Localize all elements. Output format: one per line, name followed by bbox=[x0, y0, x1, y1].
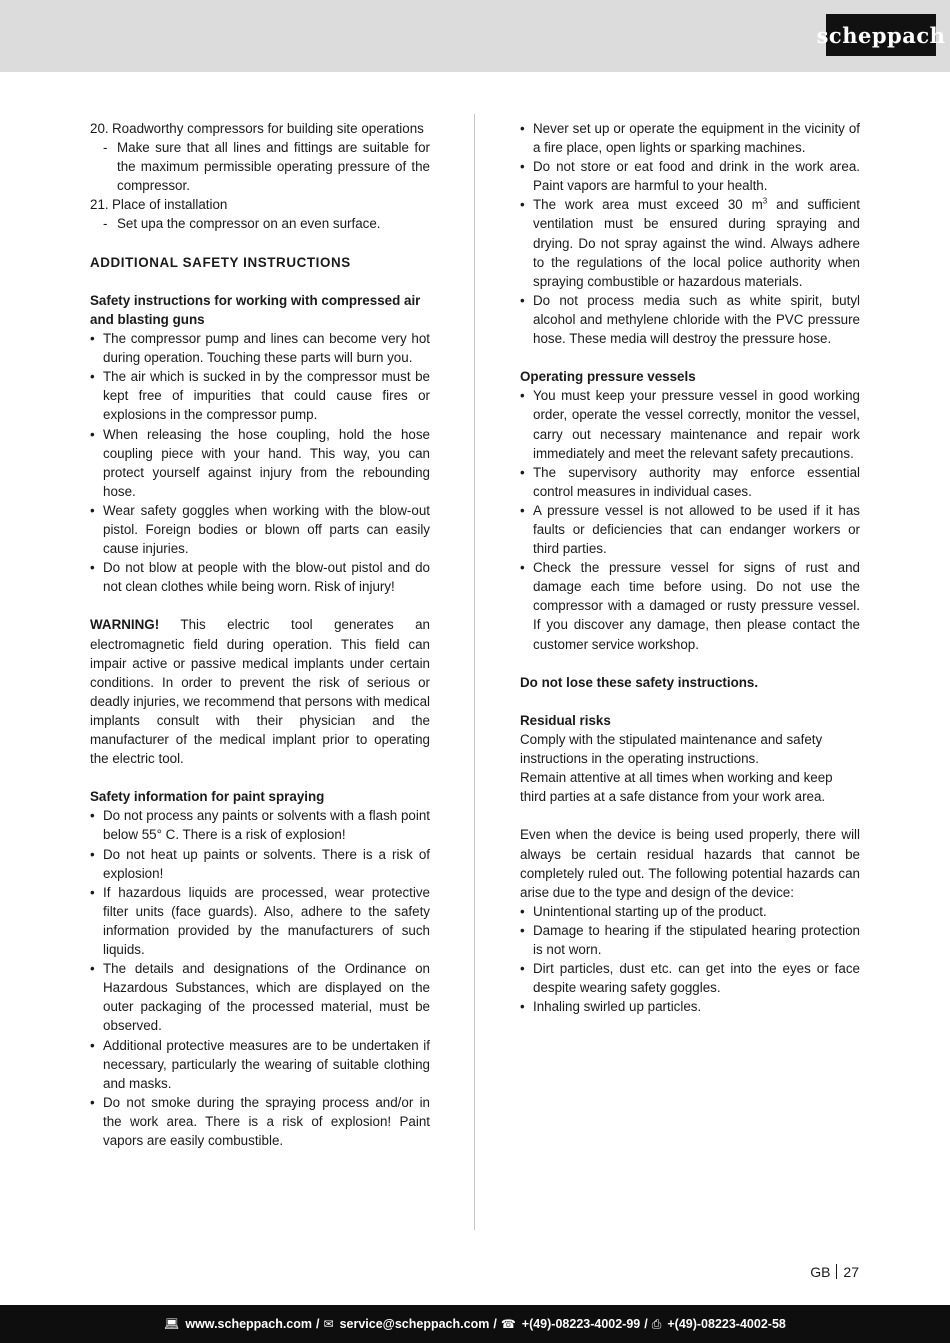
phone-number[interactable]: +(49)-08223-4002-99 bbox=[521, 1317, 641, 1331]
list-item: • You must keep your pressure vessel in good working order, operate the vessel correctly, monitor the vessel, carry out necessary maintenance and repair work immediately and meet the relevant safety precautions. bbox=[520, 386, 860, 462]
residual-paragraph: Even when the device is being used properly, there will always be certain residual hazards that cannot be completely ruled out. The following potential hazards can arise due to the type and design of the device: bbox=[520, 827, 860, 900]
item-text: and sufficient ventilation must be ensured during spraying and drying. Do not spray against the wind. Always adhere to the regulations of the local police authority when spraying combustible or hazardous materials. bbox=[533, 197, 860, 289]
keep-instructions-notice: Do not lose these safety instructions. bbox=[520, 674, 759, 690]
heading-compressed-air: Safety instructions for working with compressed air and blasting guns bbox=[90, 292, 421, 327]
list-item-21 bbox=[90, 195, 430, 214]
item-number: 20. bbox=[90, 121, 109, 136]
footer-separator: / bbox=[644, 1317, 648, 1331]
residual-hazards-list bbox=[520, 902, 860, 1017]
phone-icon: ☎ bbox=[500, 1317, 516, 1331]
sub-item: - Make sure that all lines and fittings are suitable for the maximum permissible operating pressure of the compressor. bbox=[90, 138, 430, 195]
warning-text: This electric tool generates an electromagnetic field during operation. This field can impair active or passive medical implants under certain conditions. In order to prevent the risk of serious or deadly injuries, we recommend that persons with medical implants consult with their physician and the manufacturer of the medical implant prior to operating the electric tool. bbox=[90, 617, 430, 767]
residual-paragraph: Remain attentive at all times when working and keep third parties at a safe distance from your work area. bbox=[520, 770, 833, 805]
list-item: • The compressor pump and lines can become very hot during operation. Touching these parts will burn you. bbox=[90, 329, 430, 367]
page-index: 27 bbox=[843, 1264, 859, 1280]
scheppach-logo: scheppach bbox=[826, 14, 936, 56]
residual-paragraph: Comply with the stipulated maintenance and safety instructions in the operating instructions. bbox=[520, 732, 823, 767]
footer-bar bbox=[0, 1305, 950, 1343]
list-item: • Do not process media such as white spirit, butyl alcohol and methylene chloride with the PVC pressure hose. These media will destroy the pressure hose. bbox=[520, 291, 860, 348]
list-item: • Wear safety goggles when working with the blow-out pistol. Foreign bodies or blown off parts can easily cause injuries. bbox=[90, 501, 430, 558]
right-column bbox=[520, 119, 860, 1016]
sub-item: - Set upa the compressor on an even surface. bbox=[90, 214, 430, 233]
list-item: • Additional protective measures are to be undertaken if necessary, particularly the wearing of suitable clothing and masks. bbox=[90, 1036, 430, 1093]
page-number bbox=[810, 1264, 859, 1280]
heading-pressure-vessels: Operating pressure vessels bbox=[520, 369, 696, 385]
list-item: • Never set up or operate the equipment in the vicinity of a fire place, open lights or sparking machines. bbox=[520, 119, 860, 157]
paint-spraying-list bbox=[90, 806, 430, 1150]
list-item-20 bbox=[90, 119, 430, 138]
website-link[interactable]: www.scheppach.com bbox=[185, 1317, 313, 1331]
page-separator bbox=[836, 1264, 837, 1279]
language-code: GB bbox=[810, 1264, 831, 1280]
item-text: The work area must exceed 30 m bbox=[533, 197, 763, 213]
list-item: • If hazardous liquids are processed, wear protective filter units (face guards). Also, adhere to the safety information provided by the manufacturers of such liquids. bbox=[90, 883, 430, 959]
list-item: • Damage to hearing if the stipulated hearing protection is not worn. bbox=[520, 921, 860, 959]
spraying-precautions-list bbox=[520, 119, 860, 348]
item-text: Roadworthy compressors for building site operations bbox=[112, 121, 424, 136]
heading-paint-spraying: Safety information for paint spraying bbox=[90, 789, 325, 805]
list-item: • Unintentional starting up of the product. bbox=[520, 902, 860, 921]
list-item: • Inhaling swirled up particles. bbox=[520, 997, 860, 1016]
fax-icon: ⎙ bbox=[651, 1316, 662, 1331]
list-item: • The details and designations of the Ordinance on Hazardous Substances, which are displayed on the outer packaging of the processed material, must be observed. bbox=[90, 959, 430, 1035]
list-item bbox=[520, 195, 860, 290]
list-item: • A pressure vessel is not allowed to be used if it has faults or deficiencies that can endanger workers or third parties. bbox=[520, 501, 860, 558]
column-divider bbox=[474, 114, 475, 1230]
list-item: • Check the pressure vessel for signs of rust and damage each time before using. Do not use the compressor with a damaged or rusty pressure vessel. If you discover any damage, then please contact the customer service workshop. bbox=[520, 558, 860, 653]
pressure-vessels-list bbox=[520, 386, 860, 653]
list-item: • The air which is sucked in by the compressor must be kept free of impurities that could cause fires or explosions in the compressor pump. bbox=[90, 367, 430, 424]
list-item: • When releasing the hose coupling, hold the hose coupling piece with your hand. This way, you can protect yourself against injury from the rebounding hose. bbox=[90, 425, 430, 501]
list-item: • Do not blow at people with the blow-out pistol and do not clean clothes while being worn. Risk of injury! bbox=[90, 558, 430, 596]
item-number: 21. bbox=[90, 197, 109, 213]
header-band bbox=[0, 0, 950, 72]
computer-icon: 💻︎ bbox=[164, 1317, 180, 1331]
heading-residual-risks: Residual risks bbox=[520, 712, 611, 728]
list-item: • Do not smoke during the spraying process and/or in the work area. There is a risk of explosion! Paint vapors are easily combustible. bbox=[90, 1093, 430, 1150]
list-item: • Dirt particles, dust etc. can get into the eyes or face despite wearing safety goggles. bbox=[520, 959, 860, 997]
list-item: • Do not process any paints or solvents with a flash point below 55° C. There is a risk of explosion! bbox=[90, 806, 430, 844]
footer-separator: / bbox=[316, 1317, 320, 1331]
warning-paragraph bbox=[90, 615, 430, 768]
left-column bbox=[90, 119, 430, 1150]
list-item: • Do not heat up paints or solvents. There is a risk of explosion! bbox=[90, 845, 430, 883]
warning-label: WARNING! bbox=[90, 617, 160, 633]
footer-separator: / bbox=[493, 1317, 497, 1331]
fax-number: +(49)-08223-4002-58 bbox=[667, 1317, 786, 1331]
email-link[interactable]: service@scheppach.com bbox=[339, 1317, 490, 1331]
email-icon: ✉︎ bbox=[323, 1317, 334, 1331]
list-item: • The supervisory authority may enforce essential control measures in individual cases. bbox=[520, 463, 860, 501]
compressed-air-list bbox=[90, 329, 430, 596]
list-item: • Do not store or eat food and drink in the work area. Paint vapors are harmful to your health. bbox=[520, 157, 860, 195]
superscript: 3 bbox=[762, 196, 768, 206]
section-heading-additional: ADDITIONAL SAFETY INSTRUCTIONS bbox=[90, 254, 351, 270]
item-text: Place of installation bbox=[112, 197, 228, 213]
